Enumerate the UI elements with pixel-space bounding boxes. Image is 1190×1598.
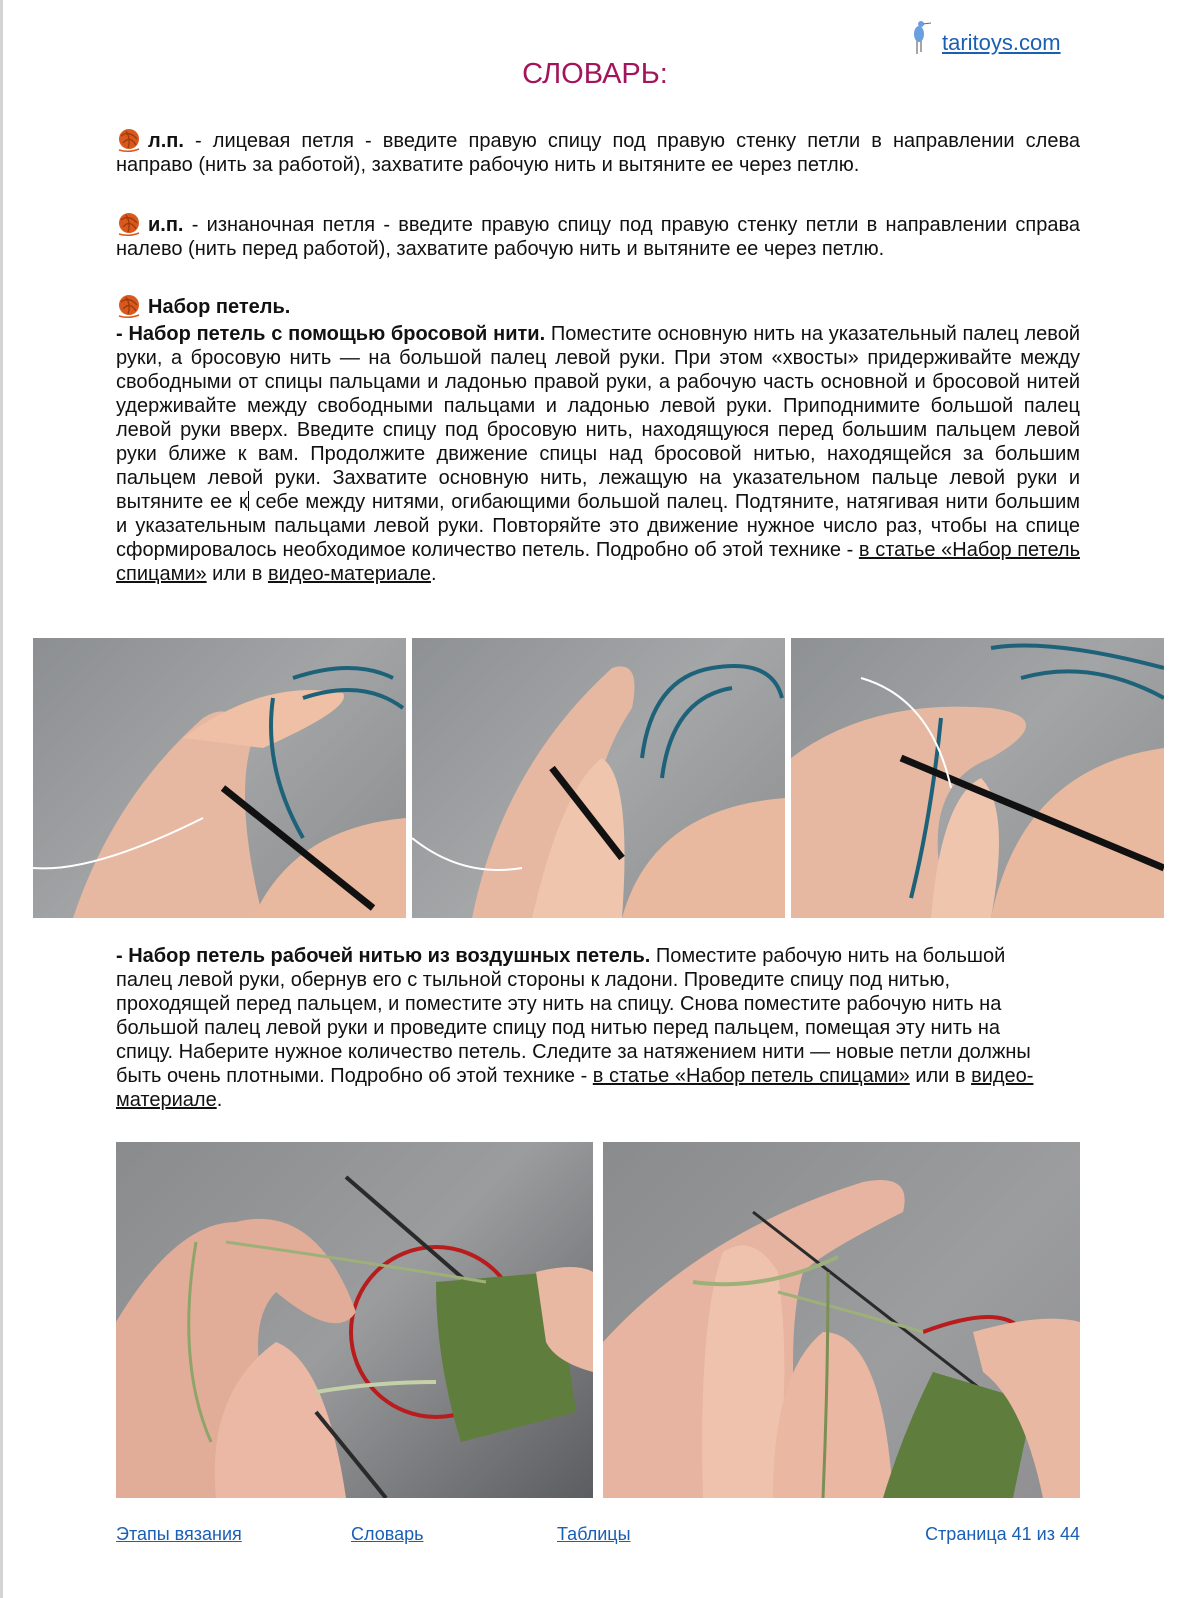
entry-purl: [116, 211, 1080, 261]
site-link[interactable]: taritoys.com: [942, 30, 1061, 55]
cast-on-method-2: [116, 944, 1060, 1112]
cast-on-heading: Набор петель.: [148, 296, 291, 318]
yarn-ball-icon: [116, 127, 142, 153]
video-link[interactable]: видео-материале: [267, 563, 432, 585]
period: .: [431, 563, 437, 585]
entry-knit: [116, 127, 1080, 177]
hands-illustration: [412, 638, 785, 918]
purl-definition: - изнаночная петля - введите правую спицу под правую стенку петли в направлении справа налево (нить перед работой), захватите рабочую нить и вытяните ее через петлю.: [116, 214, 1080, 260]
period: .: [216, 1089, 223, 1111]
yarn-ball-icon: [116, 211, 142, 237]
knit-abbr: л.п.: [148, 130, 184, 152]
photo-cast-on-step-3: [791, 638, 1164, 918]
footer-link-knitting-stages[interactable]: Этапы вязания: [116, 1524, 242, 1544]
page-edge: [0, 0, 3, 1598]
method-2-title: - Набор петель рабочей нитью из воздушных петель.: [116, 945, 651, 967]
hands-illustration: [603, 1142, 1080, 1498]
photo-cast-on-step-2: [412, 638, 785, 918]
hands-illustration: [116, 1142, 593, 1498]
method-1-text-cont: себе между нитями, огибающими большой палец. Подтяните, натягивая нити большим и указательным пальцами левой руки. Повторяйте это движение нужное число раз, чтобы на спице сформировалось необходимое количество петель. Подробно об этой технике -: [116, 491, 1081, 561]
knit-definition: - лицевая петля - введите правую спицу под правую стенку петли в направлении слева направо (нить за работой), захватите рабочую нить и вытяните ее через петлю.: [116, 130, 1080, 176]
article-link[interactable]: в статье «Набор петель спицами»: [592, 1065, 910, 1087]
page-number: Страница 41 из 44: [925, 1524, 1080, 1544]
yarn-ball-icon: [116, 293, 142, 319]
footer-link-glossary[interactable]: Словарь: [351, 1524, 424, 1544]
photo-chain-cast-on-step-2: [603, 1142, 1080, 1498]
cast-on-method-1: [116, 322, 1080, 586]
purl-abbr: и.п.: [148, 214, 184, 236]
method-1-title: - Набор петель с помощью бросовой нити.: [116, 323, 546, 345]
page-title: СЛОВАРЬ:: [522, 58, 668, 90]
footer-link-tables[interactable]: Таблицы: [557, 1524, 631, 1544]
photo-cast-on-step-1: [33, 638, 406, 918]
method-2-text: Поместите рабочую нить на большой палец левой руки, обернув его с тыльной стороны к ладони. Проведите спицу под нитью, проходящей перед пальцем, и поместите эту нить на спицу. Снова поместите рабочую нить на большой палец левой руки и проведите спицу под нитью перед пальцем, помещая эту нить на спицу. Наберите нужное количество петель. Следите за натяжением нити — новые петли должны быть очень плотными. Подробно об этой технике -: [116, 945, 1031, 1087]
article-link[interactable]: в статье «Набор петель спицами»: [116, 539, 1080, 585]
or-text: или в: [206, 563, 268, 585]
or-text: или в: [909, 1065, 972, 1087]
hands-illustration: [791, 638, 1164, 918]
method-1-text: Поместите основную нить на указательный палец левой руки, а бросовую нить — на большой палец левой руки. При этом «хвосты» придерживайте между свободными от спицы пальцами и ладонью правой руки, а рабочую часть основной и бросовой нитей удерживайте между свободными пальцами и ладонью левой руки. Приподнимите большой палец левой руки вверх. Введите спицу под бросовую нить, находящуюся перед большим пальцем левой руки ближе к вам. Продолжите движение спицы над бросовой нитью, находящейся за большим пальцем левой руки. Захватите основную нить, лежащую на указательном пальце левой руки и вытяните ее к: [116, 323, 1080, 513]
photo-chain-cast-on-step-1: [116, 1142, 593, 1498]
bird-logo-icon: [909, 18, 931, 56]
hands-illustration: [33, 638, 406, 918]
video-link[interactable]: видео-материале: [116, 1065, 1034, 1111]
entry-cast-on-heading: [116, 293, 1080, 319]
